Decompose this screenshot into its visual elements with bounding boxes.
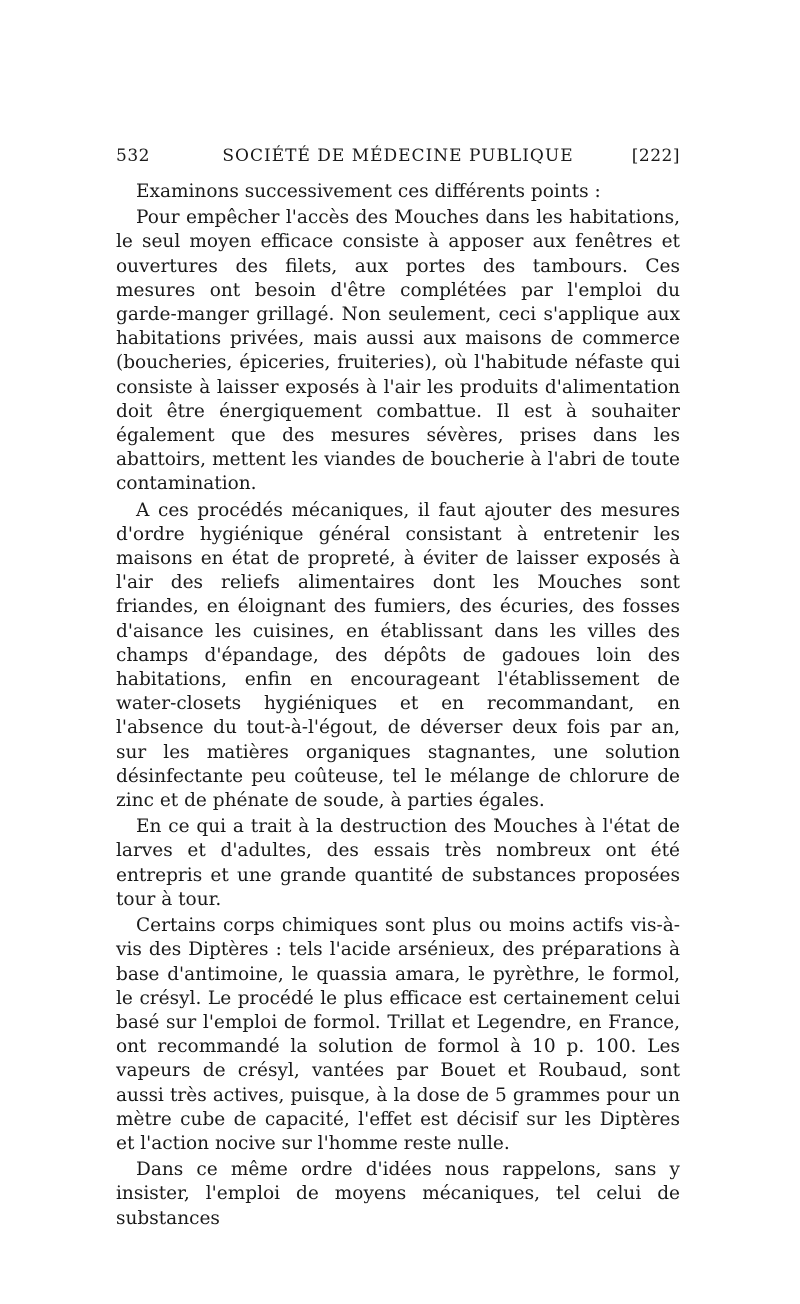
page-number: 532 <box>116 146 150 166</box>
paragraph-6: Dans ce même ordre d'idées nous rappelons, sans y insister, l'emploi de moyens mécaniques, tel celui de substances <box>116 1159 680 1229</box>
paragraph-2: Pour empêcher l'accès des Mouches dans les habitations, le seul moyen efficace consiste à apposer aux fenêtres et ouvertures des filets, aux portes des tambours. Ces mesures ont besoin d'être complétées par l'emploi du garde-manger grillagé. Non seulement, ceci s'applique aux habitations privées, mais aussi aux maisons de commerce (boucheries, épiceries, fruiteries), où l'habitude néfaste qui consiste à laisser exposés à l'air les produits d'alimentation doit être énergiquement combattue. Il est à souhaiter également que des mesures sévères, prises dans les abattoirs, mettent les viandes de boucherie à l'abri de toute contamination. <box>116 207 680 495</box>
body-text <box>116 180 680 1231</box>
paragraph-5: Certains corps chimiques sont plus ou moins actifs vis-à-vis des Diptères : tels l'acide arsénieux, des préparations à base d'antimoine, le quassia amara, le pyrèthre, le formol, le crésyl. Le procédé le plus efficace est certainement celui basé sur l'emploi de formol. Trillat et Legendre, en France, ont recommandé la solution de formol à 10 p. 100. Les vapeurs de crésyl, vantées par Bouet et Roubaud, sont aussi très actives, puisque, à la dose de 5 grammes pour un mètre cube de capacité, l'effet est décisif sur les Diptères et l'action nocive sur l'homme reste nulle. <box>116 915 680 1154</box>
running-title: SOCIÉTÉ DE MÉDECINE PUBLIQUE <box>222 146 574 166</box>
paragraph-1: Examinons successivement ces différents points : <box>136 181 601 202</box>
paragraph-3: A ces procédés mécaniques, il faut ajouter des mesures d'ordre hygiénique général consistant à entretenir les maisons en état de propreté, à éviter de laisser exposés à l'air des reliefs alimentaires dont les Mouches sont friandes, en éloignant des fumiers, des écuries, des fosses d'aisance les cuisines, en établissant dans les villes des champs d'épandage, des dépôts de gadoues loin des habitations, enfin en encourageant l'établissement de water-closets hygiéniques et en recommandant, en l'absence du tout-à-l'égout, de déverser deux fois par an, sur les matières organiques stagnantes, une solution désinfectante peu coûteuse, tel le mélange de chlorure de zinc et de phénate de soude, à parties égales. <box>116 499 680 812</box>
running-header <box>116 146 680 168</box>
paragraph-4: En ce qui a trait à la destruction des Mouches à l'état de larves et d'adultes, des essais très nombreux ont été entrepris et une grande quantité de substances proposées tour à tour. <box>116 816 680 910</box>
bracket-page-number: [222] <box>631 146 680 166</box>
